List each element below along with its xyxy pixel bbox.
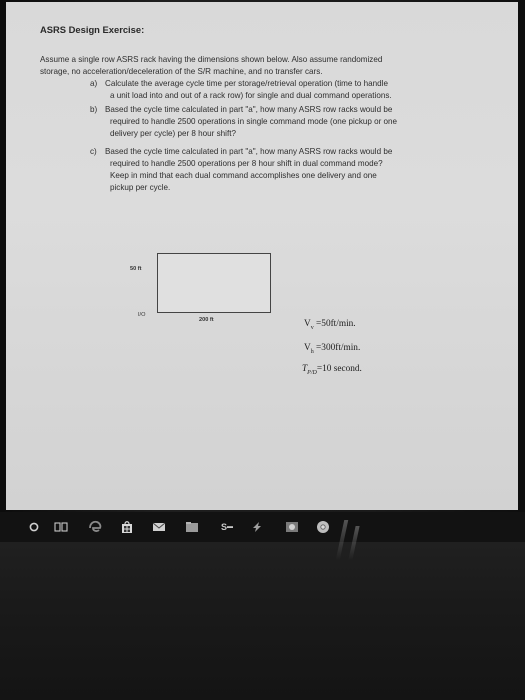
intro-line-1: Assume a single row ASRS rack having the dimensions shown below. Also assume randomized	[40, 55, 383, 64]
document-title: ASRS Design Exercise:	[40, 24, 145, 35]
vv-symbol: V	[304, 319, 311, 329]
item-b-line-3: delivery per cycle) per 8 hour shift?	[110, 129, 236, 138]
rack-length-label: 200 ft	[199, 317, 214, 323]
sway-app-icon[interactable]: S ▬	[220, 522, 233, 532]
rack-height-label: 50 ft	[130, 266, 142, 272]
item-a-label: a)	[90, 79, 98, 88]
task-view-icon[interactable]	[52, 519, 70, 535]
media-app-icon[interactable]	[248, 519, 266, 535]
item-c-line-3: Keep in mind that each dual command accomplishes one delivery and one	[110, 171, 377, 180]
chrome-icon[interactable]	[314, 519, 332, 535]
io-label: I/O	[138, 312, 146, 318]
intro-line-2: storage, no acceleration/deceleration of the S/R machine, and no transfer cars.	[40, 67, 323, 76]
vh-value: =300ft/min.	[316, 343, 361, 353]
item-a-line-2: a unit load into and out of a rack row) for single and dual command operations.	[110, 91, 392, 100]
sway-app-label: S	[220, 522, 227, 532]
vh-symbol: V	[304, 343, 311, 353]
rack-diagram	[157, 253, 271, 313]
vh-sub: h	[310, 348, 314, 355]
pickup-delivery-time-formula	[302, 364, 362, 376]
item-c-label: c)	[90, 147, 97, 156]
edge-browser-icon[interactable]	[86, 519, 104, 535]
item-c-line-4: pickup per cycle.	[110, 183, 171, 192]
vv-value: =50ft/min.	[316, 319, 356, 329]
taskbar	[0, 512, 525, 542]
file-explorer-icon[interactable]	[183, 519, 201, 535]
item-c-line-1: Based the cycle time calculated in part "a", how many ASRS row racks would be	[105, 147, 393, 156]
item-b-line-1: Based the cycle time calculated in part "a", how many ASRS row racks would be	[105, 105, 393, 114]
tpd-symbol: T	[302, 364, 308, 374]
document-page	[6, 2, 518, 510]
item-b-line-2: required to handle 2500 operations in single command mode (one pickup or one	[110, 117, 398, 126]
item-b-label: b)	[90, 105, 98, 114]
item-a-line-1: Calculate the average cycle time per storage/retrieval operation (time to handle	[105, 79, 388, 88]
horizontal-velocity-formula	[304, 343, 360, 355]
tpd-sub: P/D	[307, 369, 317, 376]
windows-circle-icon[interactable]	[26, 519, 42, 535]
vv-sub: v	[310, 324, 314, 331]
screen-bezel-reflection	[0, 542, 525, 700]
item-c-line-2: required to handle 2500 operations per 8 hour shift in dual command mode?	[110, 159, 383, 168]
photos-app-icon[interactable]	[283, 519, 301, 535]
tpd-value: =10 second.	[316, 364, 362, 374]
mail-icon[interactable]	[150, 519, 168, 535]
store-icon[interactable]	[118, 519, 136, 535]
vertical-velocity-formula	[304, 319, 356, 331]
